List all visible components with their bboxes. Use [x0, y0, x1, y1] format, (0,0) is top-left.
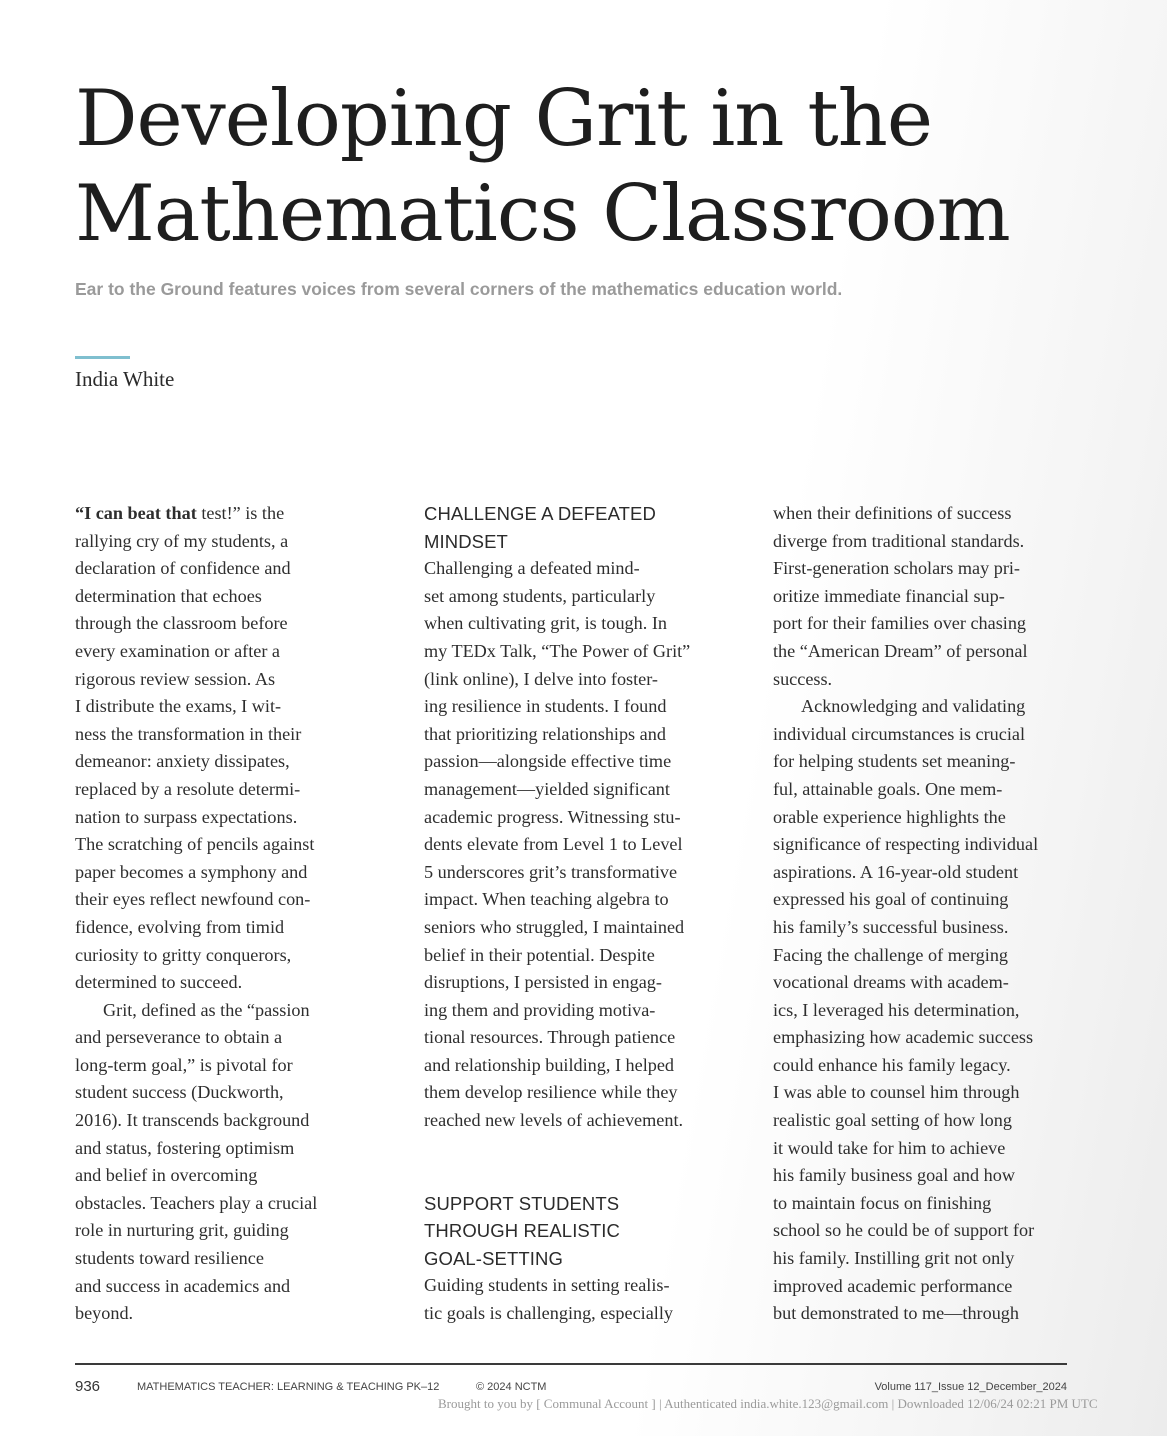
section-heading-goal-setting: SUPPORT STUDENTS THROUGH REALISTIC GOAL-SETTING [424, 1192, 620, 1269]
body-column-2 [424, 500, 734, 1328]
author-byline: India White [75, 367, 175, 391]
intro-paragraph: “I can beat that test!” is the rallying cry of my students, a declaration of confidence and determination that echoes through the classroom before every examination or after a rigorous review session. As I distribute the exams, I wit- ness the transformation in their demeanor: anxiety dissipates, replaced by a resolute determi- nation to surpass expectations. The scratching of pencils against paper becomes a symphony and their eyes reflect newfound con- fidence, evolving from timid curiosity to gritty conquerors, determined to succeed. [75, 503, 315, 993]
lead-in-bold: “I can beat that [75, 503, 197, 523]
issue-info: Volume 117_Issue 12_December_2024 [874, 1381, 1067, 1393]
defeated-mindset-paragraph: Challenging a defeated mind- set among students, particularly when cultivating grit, is tough. In my TEDx Talk, “The Power of Grit” (link online), I delve into foster- ing resilience in students. I found that prioritizing relationships and passion—alongside effective time management—yielded significant academic progress. Witnessing stu- dents elevate from Level 1 to Level 5 underscores grit’s transformative impact. When teaching algebra to seniors who struggled, I maintained belief in their potential. Despite disruptions, I persisted in engag- ing them and providing motiva- tional resources. Through patience and relationship building, I helped them develop resilience while they reached new levels of achievement. [424, 558, 691, 1131]
title-line-2: Mathematics Classroom [75, 169, 1010, 259]
copyright-notice: © 2024 NCTM [476, 1381, 547, 1393]
body-column-3 [773, 500, 1083, 1328]
section-heading-defeated-mindset: CHALLENGE A DEFEATED MINDSET [424, 503, 656, 552]
footer-rule [75, 1363, 1067, 1365]
page-footer [75, 1378, 1067, 1398]
article-dek: Ear to the Ground features voices from several corners of the mathematics education world. [75, 279, 843, 299]
article-title [75, 72, 1135, 262]
byline-accent-rule [75, 356, 130, 359]
individual-circumstances-paragraph: Acknowledging and validating individual circumstances is crucial for helping students set meaning- ful, attainable goals. One mem- orable experience highlights the significance of respecting individual aspirations. A 16-year-old student expressed his goal of continuing his family’s successful business. Facing the challenge of merging vocational dreams with academ- ics, I leveraged his determination, emphasizing how academic success could enhance his family legacy. I was able to counsel him through realistic goal setting of how long it would take for him to achieve his family business goal and how to maintain focus on finishing school so he could be of support for his family. Instilling grit not only improved academic performance but demonstrated to me—through [773, 696, 1039, 1324]
grit-definition-paragraph: Grit, defined as the “passion and perseverance to obtain a long-term goal,” is pivotal for student success (Duckworth, 2016). It transcends background and status, fostering optimism and belief in overcoming obstacles. Teachers play a crucial role in nurturing grit, guiding students toward resilience and success in academics and beyond. [75, 999, 318, 1324]
goal-setting-paragraph: Guiding students in setting realis- tic goals is challenging, especially [424, 1275, 673, 1324]
download-watermark: Brought to you by [ Communal Account ] | Authenticated india.white.123@gmail.com | Downloaded 12/06/24 02:21 PM UTC [438, 1396, 1098, 1411]
page-number: 936 [75, 1378, 101, 1395]
body-column-1 [75, 500, 375, 1328]
goal-setting-continued-paragraph: when their definitions of success diverge from traditional standards. First-generation scholars may pri- oritize immediate financial sup- port for their families over chasing the “American Dream” of personal success. [773, 503, 1028, 689]
title-line-1: Developing Grit in the [75, 74, 933, 164]
journal-name: MATHEMATICS TEACHER: LEARNING & TEACHING PK–12 [137, 1381, 440, 1393]
